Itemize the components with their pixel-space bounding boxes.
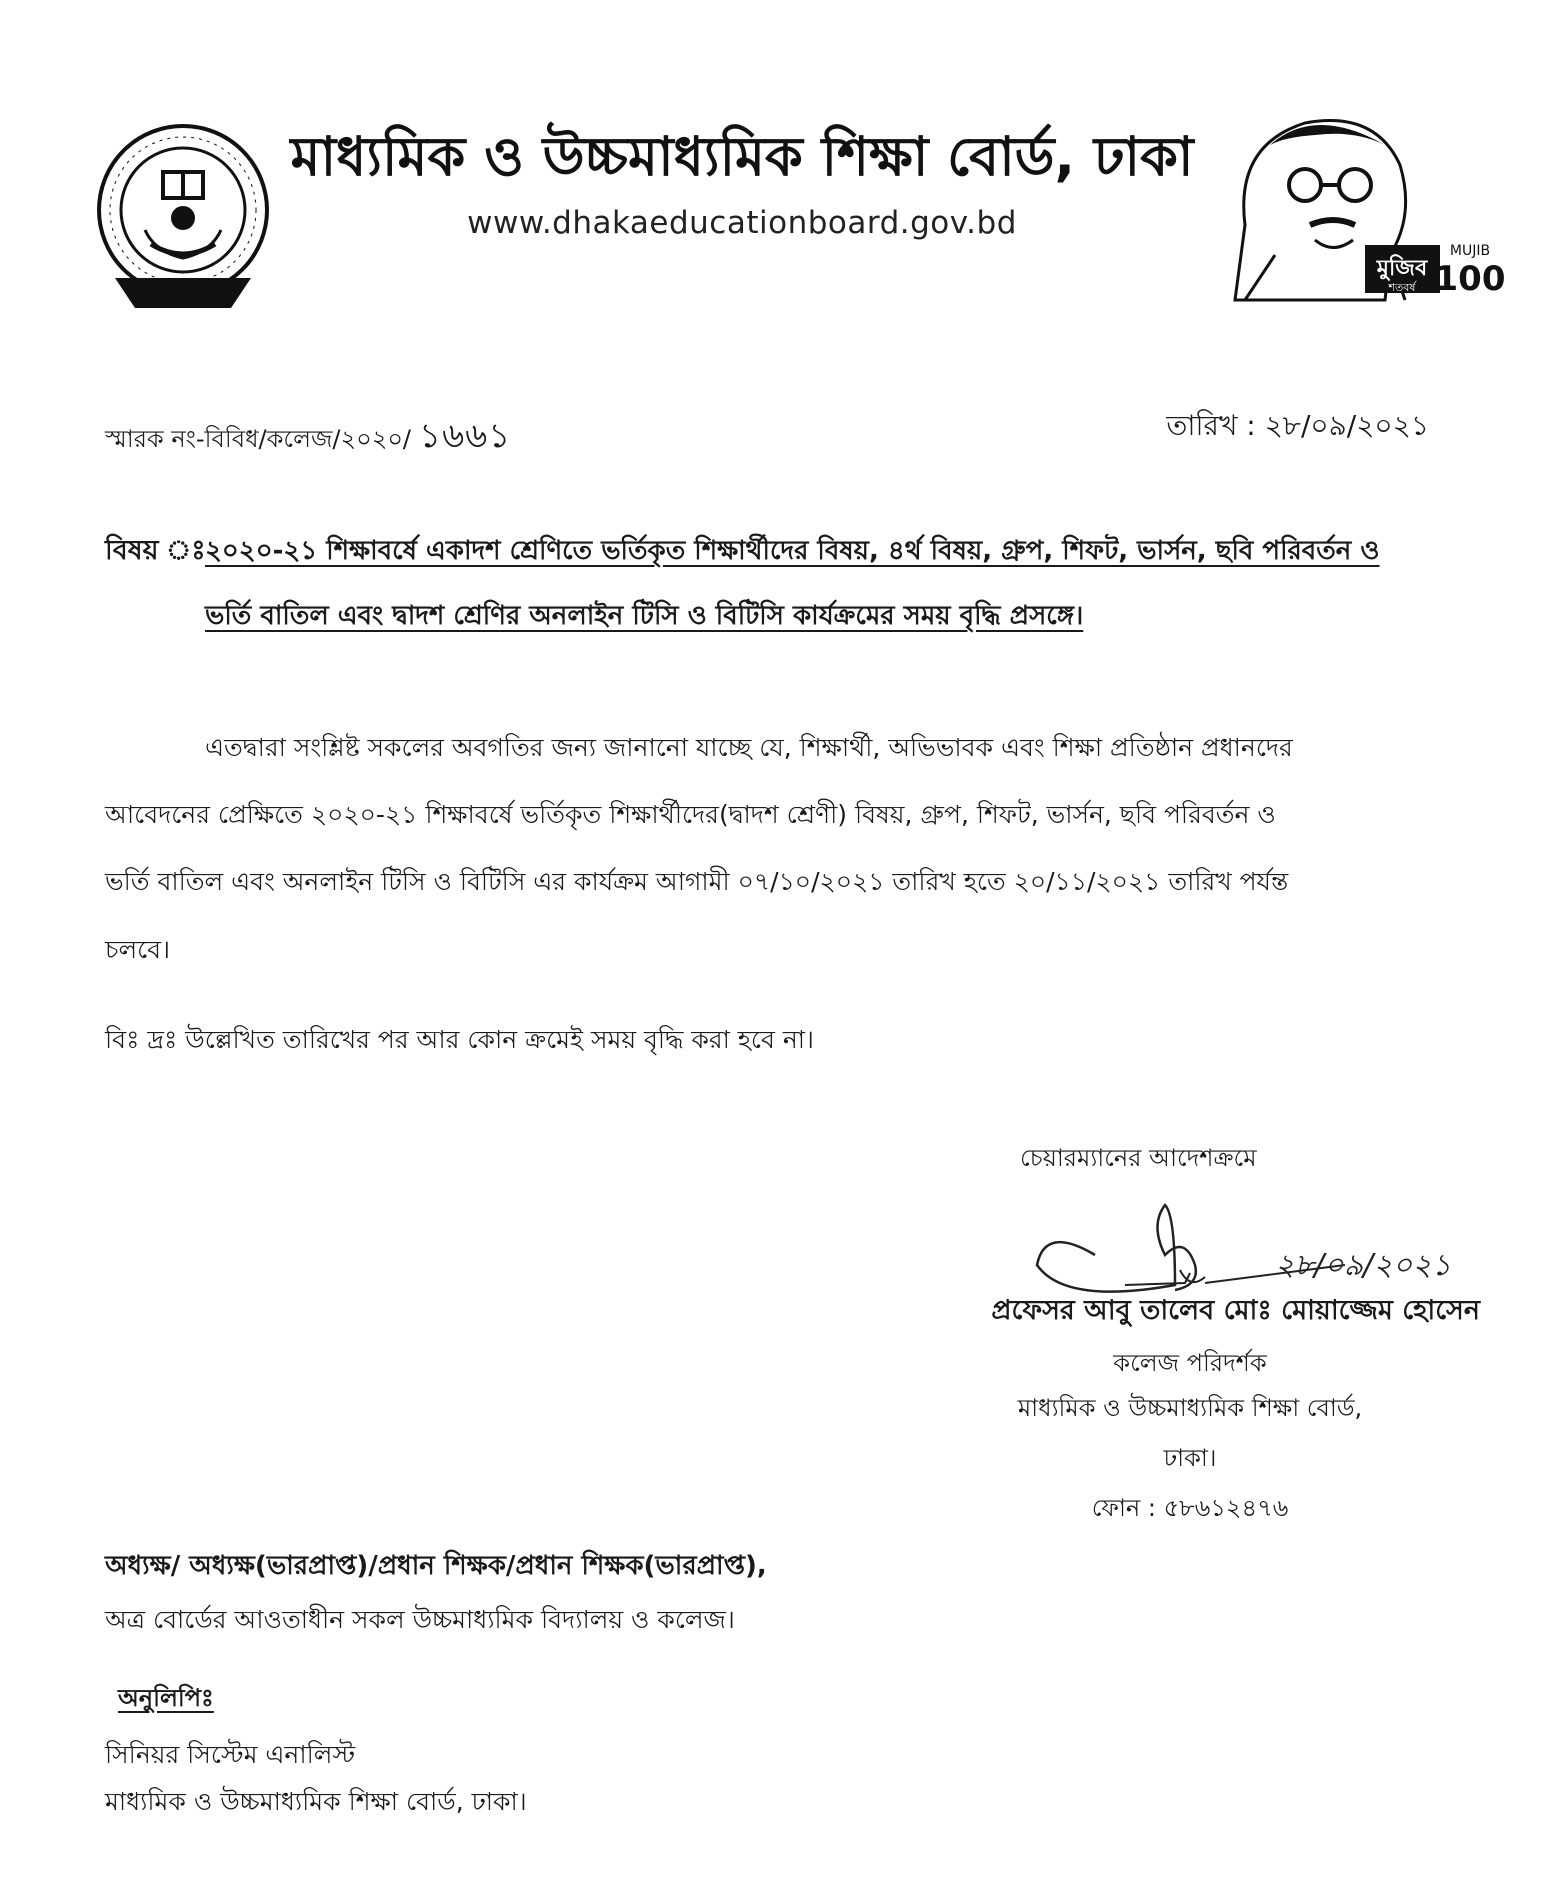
body-line-2: আবেদনের প্রেক্ষিতে ২০২০-২১ শিক্ষাবর্ষে ভর্তিকৃত শিক্ষার্থীদের(দ্বাদশ শ্রেণী) বিষয়, গ্রুপ, শিফট, ভার্সন, ছবি পরিবর্তন ও	[105, 800, 1276, 829]
mujib-logo-bangla: মুজিব	[1376, 256, 1428, 281]
signatory-designation: কলেজ পরিদর্শক	[1113, 1349, 1267, 1377]
by-order-text: চেয়ারম্যানের আদেশক্রমে	[1020, 1144, 1257, 1172]
body-line-3: ভর্তি বাতিল এবং অনলাইন টিসি ও বিটিসি এর কার্যক্রম আগামী ০৭/১০/২০২১ তারিখ হতে ২০/১১/২০২১ তারিখ পর্যন্ত	[105, 867, 1289, 896]
body-line-4: চলবে।	[105, 935, 171, 964]
board-title: মাধ্যমিক ও উচ্চমাধ্যমিক শিক্ষা বোর্ড, ঢাকা	[290, 125, 1194, 188]
board-seal-logo	[95, 118, 271, 324]
mujib-logo-en: MUJIB	[1449, 243, 1491, 259]
board-website: www.dhakaeducationboard.gov.bd	[467, 205, 1017, 241]
recipients-subtitle: অত্র বোর্ডের আওতাধীন সকল উচ্চমাধ্যমিক বিদ্যালয় ও কলেজ।	[105, 1605, 735, 1634]
signature-date: ২৮/০৯/২০২১	[1275, 1248, 1452, 1283]
mujib-logo-sub: শতবর্ষ	[1388, 281, 1416, 294]
body-line-1: এতদ্বারা সংশ্লিষ্ট সকলের অবগতির জন্য জানানো যাচ্ছে যে, শিক্ষার্থী, অভিভাবক এবং শিক্ষা প্রতিষ্ঠান প্রধানদের	[205, 733, 1293, 762]
signatory-office: মাধ্যমিক ও উচ্চমাধ্যমিক শিক্ষা বোর্ড,	[1017, 1394, 1363, 1422]
subject-label: বিষয় ঃ	[105, 535, 206, 566]
memo-reference	[105, 410, 511, 467]
subject-line-1: ২০২০-২১ শিক্ষাবর্ষে একাদশ শ্রেণিতে ভর্তিকৃত শিক্ষার্থীদের বিষয়, ৪র্থ বিষয়, গ্রুপ, শিফট, ভার্সন, ছবি পরিবর্তন ও	[205, 536, 1380, 566]
mujib-logo-num: 100	[1434, 259, 1506, 299]
copy-label: অনুলিপিঃ	[118, 1684, 214, 1712]
signatory-name: প্রফেসর আবু তালেব মোঃ মোয়াজ্জেম হোসেন	[991, 1295, 1480, 1326]
copy-item-1: সিনিয়র সিস্টেম এনালিস্ট	[105, 1740, 356, 1769]
body-note: বিঃ দ্রঃ উল্লেখিত তারিখের পর আর কোন ক্রমেই সময় বৃদ্ধি করা হবে না।	[105, 1025, 814, 1054]
recipients-title: অধ্যক্ষ/ অধ্যক্ষ(ভারপ্রাপ্ত)/প্রধান শিক্ষক/প্রধান শিক্ষক(ভারপ্রাপ্ত),	[105, 1551, 767, 1581]
copy-item-2: মাধ্যমিক ও উচ্চমাধ্যমিক শিক্ষা বোর্ড, ঢাকা।	[105, 1787, 527, 1816]
memo-number: ১৬৬১	[419, 416, 512, 456]
subject-line-2: ভর্তি বাতিল এবং দ্বাদশ শ্রেণির অনলাইন টিসি ও বিটিসি কার্যক্রমের সময় বৃদ্ধি প্রসঙ্গে।	[205, 601, 1084, 631]
signatory-block	[900, 1290, 1480, 1335]
signatory-city: ঢাকা।	[1163, 1444, 1217, 1472]
memo-label: স্মারক নং-বিবিধ/কলেজ/২০২০/	[105, 425, 412, 453]
mujib-100-logo	[1215, 105, 1506, 300]
memo-date: তারিখ : ২৮/০৯/২০২১	[1166, 409, 1429, 442]
signatory-phone: ফোন : ৫৮৬১২৪৭৬	[1091, 1494, 1289, 1522]
